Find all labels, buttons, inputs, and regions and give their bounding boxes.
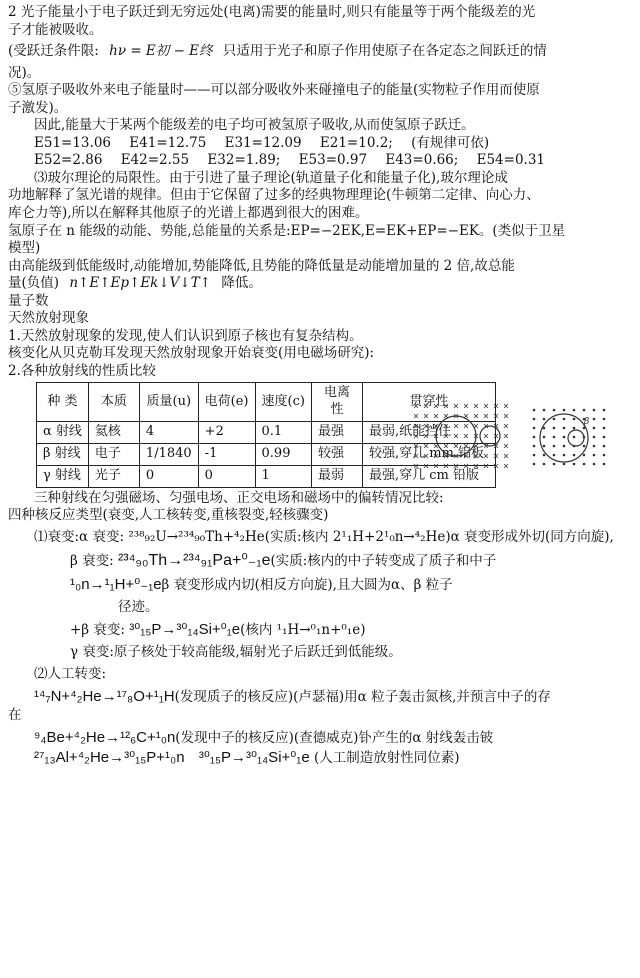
field-cross — [504, 424, 508, 428]
field-dot — [583, 454, 585, 456]
table-cell: β 射线 — [37, 444, 89, 466]
field-cross — [414, 464, 418, 468]
field-dot — [553, 445, 555, 447]
field-dot — [563, 418, 565, 420]
table-cell: 0 — [198, 466, 255, 488]
field-dot — [553, 454, 555, 456]
alpha-decay-line: ⑴衰变:α 衰变: ²³⁸₉₂U→²³⁴₉₀Th+⁴₂He(实质:核内 2¹₁H+2¹₀n→⁴₂He)α 衰变形成外切(同方向旋), — [34, 529, 614, 546]
para-line: 1.天然放射现象的发现,使人们认识到原子核也有复杂结构。 — [8, 327, 363, 344]
field-dot — [593, 418, 595, 420]
table-cell: 0.99 — [255, 444, 311, 466]
field-dot — [593, 409, 595, 411]
field-cross — [454, 434, 458, 438]
field-dot — [573, 463, 575, 465]
track-circle-inner — [568, 430, 584, 446]
field-cross — [424, 404, 428, 408]
field-cross — [424, 434, 428, 438]
para-line: 因此,能量大于某两个能级差的电子均可被氢原子吸收,从而使氢原子跃迁。 — [34, 117, 475, 134]
field-dot — [533, 418, 535, 420]
transition-condition: (受跃迁条件限: hν = E初 − E终 只适用于光子和原子作用使原子在各定态之间跃迁的情 — [8, 43, 547, 60]
field-dot — [593, 463, 595, 465]
field-cross — [444, 464, 448, 468]
field-cross — [494, 464, 498, 468]
para-line: 2 光子能量小于电子跃迁到无穷远处(电离)需要的能量时,则只有能量等于两个能级差的光 — [8, 4, 536, 20]
artificial-transmutation-2: ⁹₄Be+⁴₂He→¹²₆C+¹₀n(发现中子的核反应)(查德威克)钋产生的α 射线轰击铍 — [34, 729, 494, 747]
field-dot — [533, 463, 535, 465]
para-line: 量(负值) n↑E↑Ep↑Ek↓V↓T↑ 降低。 — [8, 275, 262, 292]
artificial-transmutation-3: ²⁷₁₃Al+⁴₂He→³⁰₁₅P+¹₀n ³⁰₁₅P→³⁰₁₄Si+⁰₁e (人工制造放射性同位素) — [34, 748, 460, 766]
field-cross — [484, 434, 488, 438]
table-cell: 最弱,纸能挡住 — [362, 422, 495, 444]
table-header-cell: 速度(c) — [255, 383, 311, 422]
table-cell: 较强 — [311, 444, 362, 466]
para-line: 子才能被吸收。 — [8, 21, 103, 38]
table-cell: 较强,穿几 mm 铝板 — [362, 444, 495, 466]
table-cell: 最弱 — [311, 466, 362, 488]
formula-trend: n↑E↑Ep↑Ek↓V↓T↑ — [69, 275, 212, 292]
table-cell: α 射线 — [37, 422, 89, 444]
section-heading-quantum-number: 量子数 — [8, 292, 49, 309]
field-dot — [593, 427, 595, 429]
gamma-decay-line: γ 衰变:原子核处于较高能级,辐射光子后跃迁到低能级。 — [70, 644, 402, 661]
table-cell: 0.1 — [255, 422, 311, 444]
field-dot — [593, 454, 595, 456]
field-dot — [553, 427, 555, 429]
field-dot — [553, 409, 555, 411]
table-header-cell: 电离性 — [311, 383, 362, 422]
field-dot — [553, 436, 555, 438]
field-dot — [553, 463, 555, 465]
field-dot — [563, 409, 565, 411]
para-line: 四种核反应类型(衰变,人工核转变,重核裂变,轻核骤变) — [8, 507, 329, 524]
field-dot — [563, 427, 565, 429]
field-dot — [533, 409, 535, 411]
field-cross — [434, 404, 438, 408]
field-cross — [464, 404, 468, 408]
field-dot — [533, 454, 535, 456]
field-cross — [464, 444, 468, 448]
field-dot — [563, 454, 565, 456]
table-cell: 最强,穿几 cm 铅版 — [362, 466, 495, 488]
field-dot — [603, 427, 605, 429]
para-line: 子激发)。 — [8, 99, 68, 116]
para-line: 氢原子在 n 能级的动能、势能,总能量的关系是:EP=−2EK,E=EK+EP=−EK。(类似于卫星 — [8, 222, 566, 239]
field-cross — [474, 464, 478, 468]
table-cell: 氦核 — [88, 422, 139, 444]
field-dot — [603, 445, 605, 447]
table-cell: 0 — [139, 466, 198, 488]
para-line: 2.各种放射线的性质比较 — [8, 362, 156, 379]
field-cross — [414, 434, 418, 438]
field-dot — [543, 427, 545, 429]
beta-decay-line: β 衰变: ²³⁴₉₀Th→²³⁴₉₁Pa+⁰₋₁e(实质:核内的中子转变成了质子和中子 — [70, 551, 497, 569]
field-dot — [543, 409, 545, 411]
field-cross — [454, 464, 458, 468]
field-cross — [424, 414, 428, 418]
field-dot — [563, 436, 565, 438]
field-cross — [504, 464, 508, 468]
field-dot — [563, 445, 565, 447]
field-dot — [573, 436, 575, 438]
field-cross — [454, 404, 458, 408]
para-line: 功地解释了氢光谱的规律。但由于它保留了过多的经典物理理论(牛顿第二定律、向心力、 — [8, 187, 540, 204]
field-cross — [494, 454, 498, 458]
formula-transition: hν = E初 − E终 — [109, 43, 213, 60]
proton-discovery-equation: ¹⁴₇N+⁴₂He→¹⁷₈O+¹₁H — [34, 688, 175, 706]
field-cross — [474, 414, 478, 418]
magnetic-field-figure — [408, 398, 618, 470]
phosphorus-production-equation: ²⁷₁₃Al+⁴₂He→³⁰₁₅P+¹₀n — [34, 748, 185, 766]
field-dot — [573, 454, 575, 456]
field-dot — [543, 463, 545, 465]
artificial-transmutation-1: ¹⁴₇N+⁴₂He→¹⁷₈O+¹₁H(发现质子的核反应)(卢瑟福)用α 粒子轰击氮核,并预言中子的存 — [34, 688, 551, 706]
section-heading-radioactivity: 天然放射现象 — [8, 310, 89, 327]
field-dot — [543, 418, 545, 420]
para-line: ⑶玻尔理论的局限性。由于引进了量子理论(轨道量子化和能量子化),玻尔理论成 — [34, 169, 508, 186]
para-line: ⑤氢原子吸收外来电子能量时——可以部分吸收外来碰撞电子的能量(实物粒子作用而使原 — [8, 82, 540, 99]
neutron-decay-equation: ¹₀n→¹₁H+⁰₋₁e — [70, 576, 162, 594]
neutron-discovery-equation: ⁹₄Be+⁴₂He→¹²₆C+¹₀n — [34, 729, 176, 747]
phosphorus-decay-equation: ³⁰₁₅P→³⁰₁₄Si+⁰₁e — [198, 748, 310, 766]
field-cross — [434, 454, 438, 458]
field-dot — [573, 427, 575, 429]
field-dot — [543, 454, 545, 456]
positron-decay-line: +β 衰变: ³⁰₁₅P→³⁰₁₄Si+⁰₁e(核内 ¹₁H→⁰₁n+⁰₁e) — [70, 621, 366, 639]
field-dot — [583, 427, 585, 429]
field-dot — [583, 463, 585, 465]
field-dot — [533, 427, 535, 429]
field-cross — [444, 444, 448, 448]
field-cross — [464, 464, 468, 468]
field-cross — [504, 434, 508, 438]
field-dot — [533, 445, 535, 447]
field-dot — [603, 454, 605, 456]
field-cross — [464, 424, 468, 428]
field-cross — [414, 454, 418, 458]
table-cell: 1/1840 — [139, 444, 198, 466]
para-line: 三种射线在匀强磁场、匀强电场、正交电场和磁场中的偏转情况比较: — [34, 489, 444, 506]
alpha-decay-equation: ²³⁸₉₂U→²³⁴₉₀Th+⁴₂He — [128, 529, 265, 546]
table-cell: 电子 — [88, 444, 139, 466]
field-dot — [583, 409, 585, 411]
table-header-cell: 本质 — [88, 383, 139, 422]
field-cross — [444, 434, 448, 438]
field-cross — [434, 464, 438, 468]
field-cross — [504, 414, 508, 418]
field-dot — [593, 436, 595, 438]
field-cross — [414, 404, 418, 408]
field-cross — [484, 404, 488, 408]
field-cross — [424, 424, 428, 428]
field-dot — [543, 436, 545, 438]
table-cell: 4 — [139, 422, 198, 444]
field-dot — [563, 463, 565, 465]
table-cell: +2 — [198, 422, 255, 444]
field-cross — [414, 414, 418, 418]
field-cross — [434, 414, 438, 418]
field-dot — [603, 463, 605, 465]
field-cross — [484, 414, 488, 418]
field-cross — [444, 424, 448, 428]
field-dot — [603, 418, 605, 420]
field-cross — [494, 434, 498, 438]
table-cell: γ 射线 — [37, 466, 89, 488]
field-dot — [603, 409, 605, 411]
beta-label: β — [584, 417, 590, 427]
field-dot — [573, 409, 575, 411]
beta-decay-equation: ²³⁴₉₀Th→²³⁴₉₁Pa+⁰₋₁e — [117, 551, 271, 569]
field-cross — [494, 404, 498, 408]
table-header-cell: 质量(u) — [139, 383, 198, 422]
field-cross — [464, 434, 468, 438]
field-dot — [603, 436, 605, 438]
positron-decay-equation: ³⁰₁₅P→³⁰₁₄Si+⁰₁e — [129, 621, 241, 639]
field-cross — [424, 464, 428, 468]
field-cross — [504, 444, 508, 448]
table-header-cell: 电荷(e) — [198, 383, 255, 422]
table-cell: -1 — [198, 444, 255, 466]
table-cell: 光子 — [88, 466, 139, 488]
field-cross — [474, 454, 478, 458]
table-header-cell: 贯穿性 — [362, 383, 495, 422]
para-line: 况)。 — [8, 64, 41, 81]
table-cell: 最强 — [311, 422, 362, 444]
field-cross — [494, 414, 498, 418]
para-line: 库仑力等),所以在解释其他原子的光谱上都遇到很大的困难。 — [8, 205, 369, 222]
field-cross — [444, 404, 448, 408]
para-line: 由高能级到低能级时,动能增加,势能降低,且势能的降低量是动能增加量的 2 倍,故总能 — [8, 257, 515, 274]
field-dot — [543, 445, 545, 447]
field-cross — [414, 424, 418, 428]
field-cross — [414, 444, 418, 448]
table-header-cell: 种 类 — [37, 383, 89, 422]
field-dot — [593, 445, 595, 447]
field-cross — [424, 454, 428, 458]
table-cell: 1 — [255, 466, 311, 488]
artificial-transmutation-heading: ⑵人工转变: — [34, 665, 107, 682]
field-cross — [504, 454, 508, 458]
beta-decay-detail: ¹₀n→¹₁H+⁰₋₁eβ 衰变形成内切(相反方向旋),且大圆为α、β 粒子 — [70, 576, 453, 594]
energy-diff-row-2: E52=2.86 E42=2.55 E32=1.89; E53=0.97 E43=0.66; E54=0.31 — [34, 152, 546, 169]
field-cross — [504, 404, 508, 408]
field-dot — [573, 418, 575, 420]
field-cross — [454, 424, 458, 428]
field-dot — [583, 445, 585, 447]
field-cross — [484, 464, 488, 468]
track-circle-small — [480, 426, 500, 446]
para-line: 模型) — [8, 240, 41, 257]
para-line: 在 — [8, 706, 22, 723]
field-dot — [533, 436, 535, 438]
energy-diff-row-1: E51=13.06 E41=12.75 E31=12.09 E21=10.2; (有规律可依) — [34, 134, 490, 151]
field-cross — [424, 444, 428, 448]
field-cross — [454, 444, 458, 448]
para-line: 径迹。 — [118, 598, 159, 615]
field-cross — [484, 454, 488, 458]
field-dot — [553, 418, 555, 420]
field-cross — [474, 404, 478, 408]
para-line: 核变化从贝克勒耳发现天然放射现象开始衰变(用电磁场研究): — [8, 345, 375, 362]
